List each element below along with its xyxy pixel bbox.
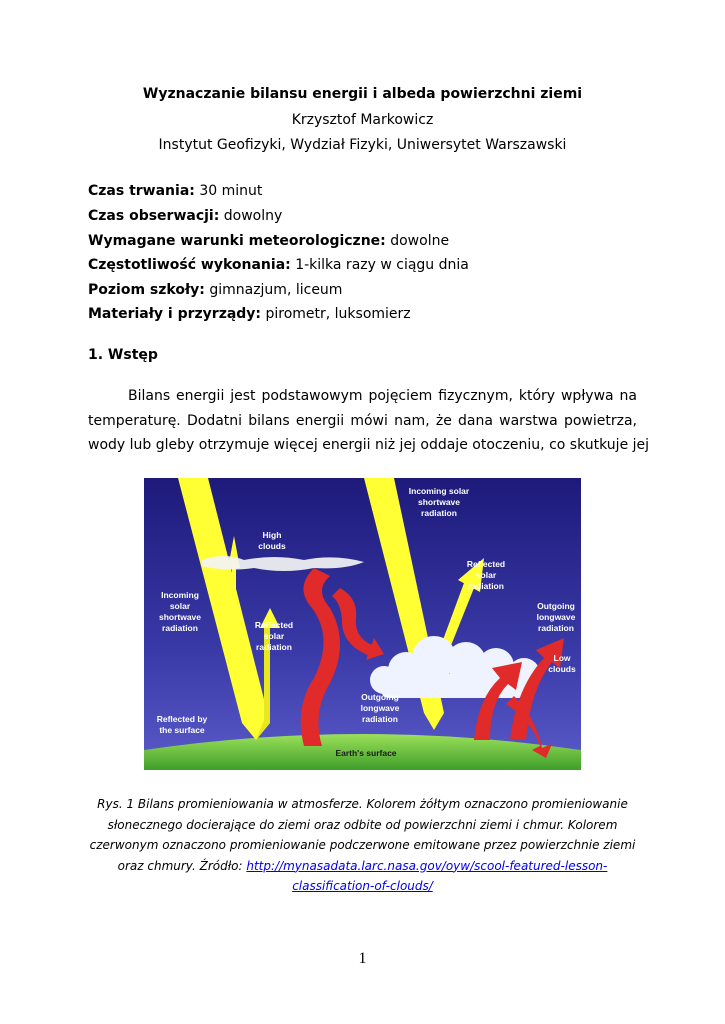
meta-frequency	[88, 257, 469, 273]
label-reflected-right-1: Reflected	[466, 559, 506, 569]
label-high-clouds-2: clouds	[258, 541, 286, 551]
label-incoming-left-4: radiation	[162, 623, 198, 633]
meta-label: Materiały i przyrządy:	[88, 306, 262, 322]
label-reflected-surface-1: Reflected by	[156, 714, 208, 724]
page-number: 1	[358, 950, 367, 967]
label-low-clouds-1: Low	[553, 653, 571, 663]
meta-label: Czas trwania:	[88, 183, 195, 199]
meta-value: pirometr, luksomierz	[261, 306, 411, 322]
label-incoming-top-1: Incoming solar	[408, 486, 470, 496]
institution-name: Instytut Geofizyki, Wydział Fizyki, Uniwersytet Warszawski	[158, 137, 567, 153]
label-reflected-right-3: radiation	[468, 581, 504, 591]
label-incoming-left-1: Incoming	[161, 590, 199, 600]
meta-school-level	[88, 282, 342, 298]
reflected-arrow-high-shaft	[232, 568, 236, 593]
radiation-balance-figure	[144, 478, 581, 770]
caption-line: Rys. 1 Bilans promieniowania w atmosferze. Kolorem żółtym oznaczono promieniowanie	[97, 797, 628, 811]
source-link-part2[interactable]: classification-of-clouds/	[292, 879, 433, 893]
meta-label: Częstotliwość wykonania:	[88, 257, 291, 273]
label-reflected-mid-3: radiation	[256, 642, 292, 652]
source-link-part1[interactable]: http://mynasadata.larc.nasa.gov/oyw/scool-featured-lesson-	[246, 858, 608, 873]
author-name: Krzysztof Markowicz	[291, 112, 434, 128]
label-outgoing-right-2: longwave	[536, 612, 576, 622]
label-outgoing-right-3: radiation	[538, 623, 574, 633]
caption-source-prefix: oraz chmury. Źródło:	[117, 858, 247, 873]
caption-line: słonecznego docierające do ziemi oraz odbite od powierzchni ziemi i chmur. Kolorem	[107, 817, 618, 832]
caption-line	[80, 876, 645, 897]
figure-caption	[80, 794, 645, 897]
meta-label: Poziom szkoły:	[88, 282, 205, 298]
label-low-clouds-2: clouds	[548, 664, 576, 674]
label-reflected-right-2: solar	[475, 570, 497, 580]
section-heading: 1. Wstęp	[88, 347, 158, 363]
meta-value: gimnazjum, liceum	[204, 282, 343, 298]
paragraph-line: temperaturę. Dodatni bilans energii mówi nam, że dana warstwa powietrza,	[88, 412, 637, 429]
paragraph-line: wody lub gleby otrzymuje więcej energii niż jej oddaje otoczeniu, co skutkuje jej	[88, 437, 650, 453]
radiation-diagram	[144, 478, 581, 770]
label-earth-surface: Earth's surface	[335, 748, 397, 758]
label-reflected-mid-2: solar	[263, 631, 285, 641]
label-reflected-surface-2: the surface	[159, 725, 205, 735]
meta-duration	[88, 183, 262, 199]
label-incoming-left-3: shortwave	[158, 612, 202, 622]
meta-value: dowolne	[385, 233, 450, 249]
label-incoming-top-2: shortwave	[417, 497, 461, 507]
label-outgoing-mid-2: longwave	[360, 703, 400, 713]
meta-value: dowolny	[219, 208, 283, 224]
label-high-clouds-1: High	[262, 530, 282, 540]
caption-line: czerwonym oznaczono promieniowanie podczerwone emitowane przez powierzchnie ziemi	[89, 838, 636, 852]
label-reflected-mid-1: Reflected	[254, 620, 294, 630]
caption-line	[80, 856, 645, 877]
meta-value: 1-kilka razy w ciągu dnia	[290, 257, 469, 273]
paragraph-line: Bilans energii jest podstawowym pojęciem fizycznym, który wpływa na	[128, 388, 637, 404]
meta-observation-time	[88, 208, 282, 224]
label-incoming-top-3: radiation	[421, 508, 457, 518]
label-outgoing-mid-1: Outgoing	[361, 692, 399, 702]
label-outgoing-mid-3: radiation	[362, 714, 398, 724]
intro-paragraph	[88, 384, 650, 458]
meta-weather-conditions	[88, 233, 449, 249]
meta-label: Wymagane warunki meteorologiczne:	[88, 233, 386, 249]
meta-materials	[88, 306, 411, 322]
label-incoming-left-2: solar	[169, 601, 191, 611]
document-title: Wyznaczanie bilansu energii i albeda powierzchni ziemi	[142, 86, 583, 102]
meta-label: Czas obserwacji:	[88, 208, 220, 224]
meta-value: 30 minut	[194, 183, 263, 199]
label-outgoing-right-1: Outgoing	[537, 601, 575, 611]
